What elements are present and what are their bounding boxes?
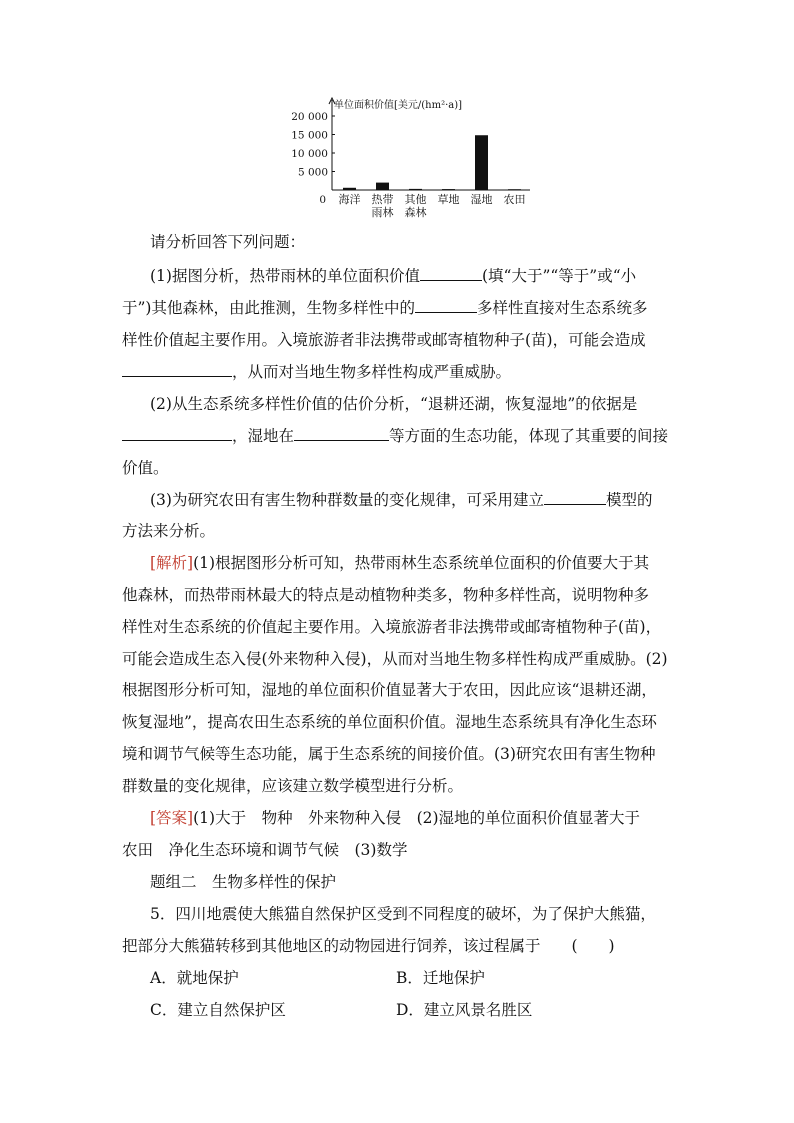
y-tick-label: 20 000 xyxy=(291,111,328,123)
q5-line2: 把部分大熊猫转移到其他地区的动物园进行饲养，该过程属于 ( ) xyxy=(122,937,615,955)
q1-text: ，从而对当地生物多样性构成严重威胁。 xyxy=(232,363,512,381)
q2-blank2 xyxy=(294,426,389,441)
option-d: D．建立风景名胜区 xyxy=(396,1001,533,1019)
analysis-line4: 可能会造成生态入侵(外来物种入侵)，从而对当地生物多样性构成严重威胁。(2) xyxy=(122,650,668,668)
analysis-line8: 群数量的变化规律，应该建立数学模型进行分析。 xyxy=(122,777,464,795)
analysis-line3: 样性对生态系统的价值起主要作用。入境旅游者非法携带或邮寄植物种子(苗)， xyxy=(122,618,662,636)
q1-text: (1)据图分析，热带雨林的单位面积价值 xyxy=(150,267,420,285)
q2-text: ，湿地在 xyxy=(232,427,295,445)
x-tick-label: 湿地 xyxy=(470,193,493,206)
x-tick-label: 海洋 xyxy=(338,193,361,206)
option-b: B．迁地保护 xyxy=(396,969,485,987)
bar xyxy=(343,188,356,190)
answer-line2: 农田 净化生态环境和调节气候 (3)数学 xyxy=(122,841,408,859)
answer-line1 xyxy=(150,808,710,828)
bar xyxy=(376,183,389,190)
analysis-tag: [解析] xyxy=(150,554,194,572)
q5-line1: 5．四川地震使大熊猫自然保护区受到不同程度的破坏，为了保护大熊猫， xyxy=(150,905,656,923)
q3-line2: 方法来分析。 xyxy=(122,522,216,540)
answer-text: (1)大于 物种 外来物种入侵 (2)湿地的单位面积价值显著大于 xyxy=(193,809,641,827)
option-c: C．建立自然保护区 xyxy=(150,1001,286,1019)
bar xyxy=(442,189,455,190)
analysis-text: (1)根据图形分析可知，热带雨林生态系统单位面积的价值要大于其 xyxy=(193,554,650,572)
x-tick-label: 雨林 xyxy=(371,206,394,219)
answer-tag: [答案] xyxy=(150,809,194,827)
bar xyxy=(475,135,488,190)
analysis-line1 xyxy=(150,553,710,573)
bar xyxy=(409,189,422,190)
analysis-line5: 根据图形分析可知，湿地的单位面积价值显著大于农田，因此应该“退耕还湖， xyxy=(122,681,657,699)
y-axis-label: 单位面积价值[美元/(hm²·a)] xyxy=(334,100,463,111)
q1-text: 多样性直接对生态系统多 xyxy=(476,299,648,317)
x-tick-label: 草地 xyxy=(437,193,460,206)
y-tick-label: 0 xyxy=(319,194,326,206)
q2-line2 xyxy=(122,426,682,446)
q3-line1 xyxy=(150,490,710,510)
q1-blank3 xyxy=(122,362,232,377)
q3-text: 模型的 xyxy=(605,491,653,509)
x-tick-label: 热带 xyxy=(371,193,394,206)
x-tick-label: 农田 xyxy=(503,193,526,206)
analysis-line7: 境和调节气候等生态功能，属于生态系统的间接价值。(3)研究农田有害生物种 xyxy=(122,745,656,763)
q2-text: 等方面的生态功能，体现了其重要的间接 xyxy=(389,427,669,445)
bar xyxy=(508,189,521,190)
q2-line1: (2)从生态系统多样性价值的估价分析，“退耕还湖，恢复湿地”的依据是 xyxy=(150,395,638,413)
x-tick-label: 其他 xyxy=(404,193,427,206)
y-tick-label: 5 000 xyxy=(297,166,328,179)
chart-svg xyxy=(285,92,535,222)
prompt-text: 请分析回答下列问题： xyxy=(150,233,306,251)
q3-blank xyxy=(544,490,606,505)
analysis-line6: 恢复湿地”，提高农田生态系统的单位面积价值。湿地生态系统具有净化生态环 xyxy=(122,713,657,731)
analysis-line2: 他森林，而热带雨林最大的特点是动植物种类多，物种多样性高，说明物种多 xyxy=(122,586,650,604)
q2-line3: 价值。 xyxy=(122,459,169,477)
group-title: 题组二 生物多样性的保护 xyxy=(150,873,337,891)
q1-text: (填“大于”“等于”或“小 xyxy=(481,267,637,285)
value-bar-chart xyxy=(285,92,535,222)
q1-line3: 样性价值起主要作用。入境旅游者非法携带或邮寄植物种子(苗)，可能会造成 xyxy=(122,331,646,349)
y-tick-label: 15 000 xyxy=(291,129,328,142)
q1-blank1 xyxy=(420,266,482,281)
q1-text: 于”)其他森林，由此推测，生物多样性中的 xyxy=(122,299,415,317)
q1-line1 xyxy=(150,266,710,286)
q1-line4 xyxy=(122,362,682,382)
option-a: A．就地保护 xyxy=(150,969,239,987)
q1-line2 xyxy=(122,298,682,318)
q3-text: (3)为研究农田有害生物种群数量的变化规律，可采用建立 xyxy=(150,491,544,509)
q1-blank2 xyxy=(415,298,477,313)
y-tick-label: 10 000 xyxy=(291,148,328,160)
x-tick-label: 森林 xyxy=(404,206,427,219)
q2-blank1 xyxy=(122,426,232,441)
